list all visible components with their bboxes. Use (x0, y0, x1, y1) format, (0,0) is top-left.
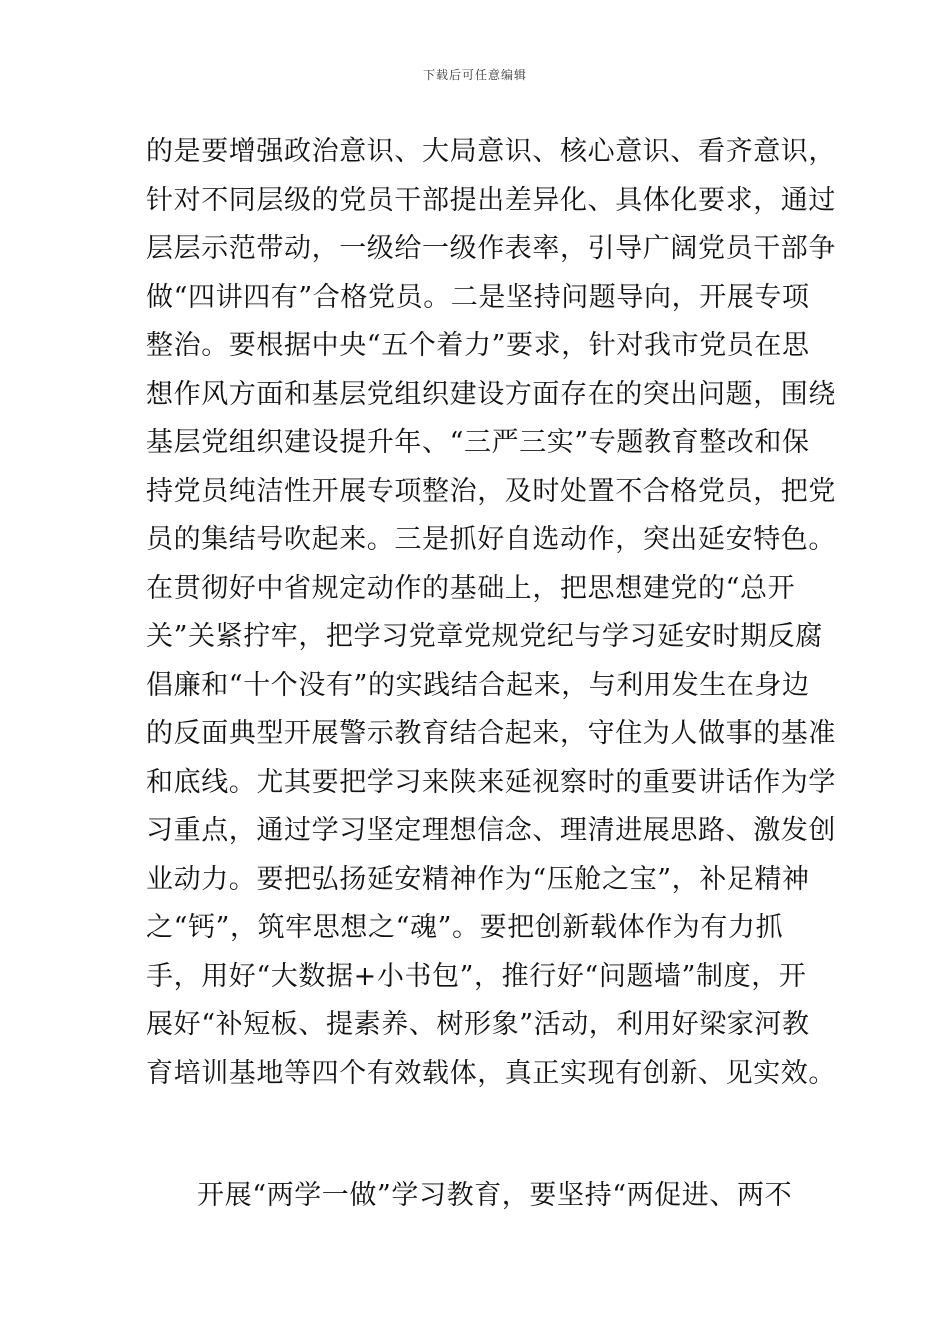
text-line: 倡廉和“十个没有”的实践结合起来，与利用发生在身边 (146, 669, 810, 701)
text-line: 针对不同层级的党员干部提出差异化、具体化要求，通过 (146, 184, 836, 216)
text-line: 的是要增强政治意识、大局意识、核心意识、看齐意识， (146, 136, 836, 167)
text-line: 业动力。要把弘扬延安精神作为“压舱之宝”，补足精神 (146, 863, 810, 895)
text-line: 整治。要根据中央“五个着力”要求，针对我市党员在思 (146, 330, 810, 361)
next-paragraph-first-line: 开展“两学一做”学习教育，要坚持“两促进、两不 (197, 1180, 793, 1211)
text-line: 的反面典型开展警示教育结合起来，守住为人做事的基准 (146, 718, 836, 749)
body-paragraph (146, 128, 836, 1098)
text-line: 在贯彻好中省规定动作的基础上，把思想建党的“总开 (146, 572, 796, 604)
text-line: 层层示范带动，一级给一级作表率，引导广阔党员干部争 (146, 233, 836, 264)
text-line: 关”关紧拧牢，把学习党章党规党纪与学习延安时期反腐 (146, 621, 823, 652)
text-line: 手，用好“大数据+小书包”，推行好“问题墙”制度，开 (146, 960, 807, 992)
text-line: 习重点，通过学习坚定理想信念、理清进展思路、激发创 (146, 815, 836, 846)
text-line: 持党员纯洁性开展专项整治，及时处置不合格党员，把党 (146, 475, 836, 507)
text-line: 之“钙”，筑牢思想之“魂”。要把创新载体作为有力抓 (146, 912, 784, 943)
text-line: 做“四讲四有”合格党员。二是坚持问题导向，开展专项 (146, 281, 810, 313)
page-header: 下载后可任意编辑 (422, 68, 527, 82)
text-line: 育培训基地等四个有效载体，真正实现有创新、见实效。 (146, 1057, 836, 1089)
text-line: 基层党组织建设提升年、“三严三实”专题教育整改和保 (146, 427, 810, 458)
text-line: 想作风方面和基层党组织建设方面存在的突出问题，围绕 (146, 378, 836, 410)
text-line: 和底线。尤其要把学习来陕来延视察时的重要讲话作为学 (146, 766, 836, 798)
text-line: 展好“补短板、提素养、树形象”活动，利用好梁家河教 (146, 1009, 810, 1040)
text-line: 员的集结号吹起来。三是抓好自选动作，突出延安特色。 (146, 524, 836, 555)
